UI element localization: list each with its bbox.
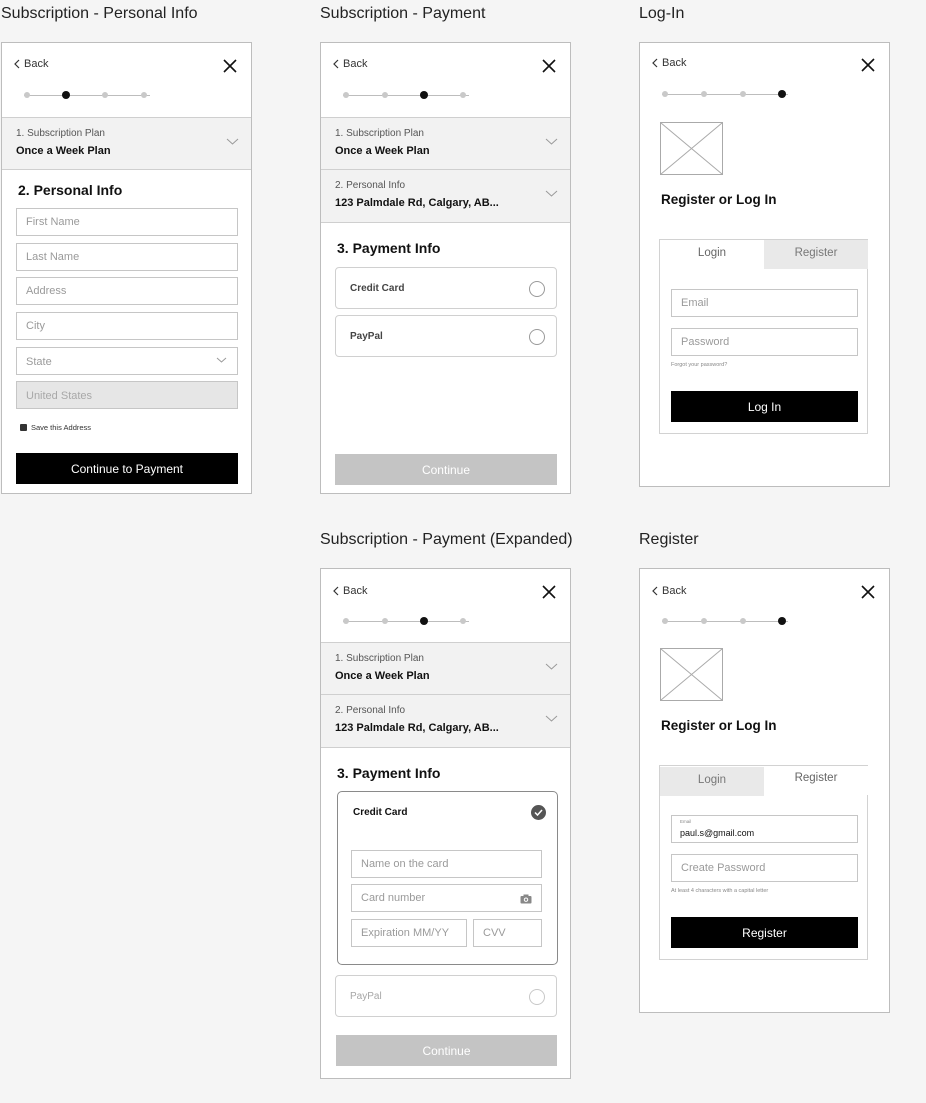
radio-icon bbox=[529, 329, 545, 345]
register-button[interactable]: Register bbox=[671, 917, 858, 948]
radio-icon bbox=[529, 989, 545, 1005]
progress-stepper bbox=[662, 617, 788, 625]
paypal-label: PayPal bbox=[350, 991, 382, 1002]
progress-stepper bbox=[24, 91, 150, 99]
password-field[interactable] bbox=[671, 328, 858, 356]
back-link[interactable] bbox=[652, 585, 686, 597]
auth-card bbox=[659, 239, 868, 434]
continue-button[interactable]: Continue bbox=[336, 1035, 557, 1066]
screen-title-register: Register bbox=[639, 531, 699, 548]
first-name-input[interactable] bbox=[17, 209, 237, 235]
chevron-down-icon bbox=[226, 138, 239, 145]
cvv-input[interactable] bbox=[474, 920, 541, 946]
radio-icon bbox=[529, 281, 545, 297]
email-field[interactable] bbox=[671, 289, 858, 317]
email-input[interactable] bbox=[672, 290, 857, 316]
last-name-field[interactable] bbox=[16, 243, 238, 271]
back-link[interactable] bbox=[333, 58, 367, 70]
accordion-label: 1. Subscription Plan bbox=[335, 128, 424, 139]
accordion-personal-info[interactable] bbox=[321, 695, 570, 748]
password-input[interactable] bbox=[672, 329, 857, 355]
accordion-label: 2. Personal Info bbox=[335, 180, 406, 191]
screen-register bbox=[639, 568, 890, 1013]
credit-card-label: Credit Card bbox=[350, 283, 405, 294]
accordion-label: 2. Personal Info bbox=[335, 705, 406, 716]
close-button[interactable] bbox=[540, 583, 558, 601]
chevron-left-icon bbox=[652, 586, 658, 596]
address-input[interactable] bbox=[17, 278, 237, 304]
credit-card-option-expanded[interactable] bbox=[337, 791, 558, 965]
email-field[interactable] bbox=[671, 815, 858, 843]
image-placeholder-icon bbox=[660, 122, 723, 175]
close-button[interactable] bbox=[859, 583, 877, 601]
screen-login bbox=[639, 42, 890, 487]
auth-card bbox=[659, 765, 868, 960]
camera-icon[interactable] bbox=[520, 894, 532, 904]
back-label: Back bbox=[343, 58, 368, 70]
paypal-label: PayPal bbox=[350, 331, 383, 342]
country-value: United States bbox=[26, 390, 93, 402]
progress-stepper bbox=[343, 91, 469, 99]
paypal-option[interactable] bbox=[335, 315, 557, 357]
close-icon bbox=[540, 583, 558, 601]
login-button[interactable]: Log In bbox=[671, 391, 858, 422]
check-circle-icon bbox=[531, 805, 546, 820]
name-on-card-input[interactable] bbox=[352, 851, 541, 877]
page-heading: Register or Log In bbox=[661, 192, 777, 207]
card-number-field[interactable] bbox=[351, 884, 542, 912]
tab-login[interactable]: Login bbox=[660, 767, 764, 796]
first-name-field[interactable] bbox=[16, 208, 238, 236]
accordion-value: Once a Week Plan bbox=[335, 145, 430, 157]
chevron-left-icon bbox=[333, 59, 339, 69]
chevron-down-icon bbox=[545, 138, 558, 145]
accordion-subscription-plan[interactable] bbox=[321, 117, 570, 170]
tab-register[interactable]: Register bbox=[764, 240, 868, 269]
credit-card-label: Credit Card bbox=[353, 807, 408, 818]
password-field[interactable] bbox=[671, 854, 858, 882]
forgot-password-link[interactable]: Forgot your password? bbox=[671, 362, 728, 368]
state-placeholder: State bbox=[26, 356, 52, 368]
card-number-input[interactable] bbox=[352, 885, 541, 911]
password-hint: At least 4 characters with a capital letter bbox=[671, 888, 769, 894]
chevron-left-icon bbox=[333, 586, 339, 596]
tab-register[interactable]: Register bbox=[764, 766, 868, 795]
continue-to-payment-button[interactable]: Continue to Payment bbox=[16, 453, 238, 484]
accordion-subscription-plan[interactable] bbox=[321, 642, 570, 695]
chevron-down-icon bbox=[216, 357, 227, 363]
expiration-field[interactable] bbox=[351, 919, 467, 947]
back-link[interactable] bbox=[652, 57, 686, 69]
screen-personal-info bbox=[1, 42, 252, 494]
section-heading: 3. Payment Info bbox=[337, 240, 441, 256]
screen-title-payment: Subscription - Payment bbox=[320, 5, 486, 22]
screen-title-personal: Subscription - Personal Info bbox=[1, 5, 198, 22]
accordion-value: 123 Palmdale Rd, Calgary, AB... bbox=[335, 722, 499, 734]
credit-card-option[interactable] bbox=[335, 267, 557, 309]
accordion-value: Once a Week Plan bbox=[335, 670, 430, 682]
back-label: Back bbox=[662, 585, 687, 597]
accordion-label: 1. Subscription Plan bbox=[16, 128, 105, 139]
back-label: Back bbox=[662, 57, 687, 69]
last-name-input[interactable] bbox=[17, 244, 237, 270]
chevron-down-icon bbox=[545, 190, 558, 197]
close-icon bbox=[540, 57, 558, 75]
chevron-down-icon bbox=[545, 715, 558, 722]
progress-stepper bbox=[343, 617, 469, 625]
page-heading: Register or Log In bbox=[661, 718, 777, 733]
screen-title-login: Log-In bbox=[639, 5, 685, 22]
back-link[interactable] bbox=[333, 585, 367, 597]
city-input[interactable] bbox=[17, 313, 237, 339]
chevron-down-icon bbox=[545, 663, 558, 670]
accordion-value: Once a Week Plan bbox=[16, 145, 111, 157]
expiration-input[interactable] bbox=[352, 920, 466, 946]
chevron-left-icon bbox=[652, 58, 658, 68]
accordion-value: 123 Palmdale Rd, Calgary, AB... bbox=[335, 197, 499, 209]
close-button[interactable] bbox=[540, 57, 558, 75]
section-heading: 2. Personal Info bbox=[18, 182, 123, 198]
save-address-label: Save this Address bbox=[31, 423, 92, 432]
country-field bbox=[16, 381, 238, 409]
continue-button[interactable]: Continue bbox=[335, 454, 557, 485]
section-heading: 3. Payment Info bbox=[337, 765, 441, 781]
accordion-label: 1. Subscription Plan bbox=[335, 653, 424, 664]
back-label: Back bbox=[24, 58, 49, 70]
close-icon bbox=[859, 583, 877, 601]
image-placeholder-icon bbox=[660, 648, 723, 701]
email-value: paul.s@gmail.com bbox=[680, 828, 755, 838]
save-address-checkbox[interactable] bbox=[20, 423, 91, 432]
close-button[interactable] bbox=[859, 56, 877, 74]
close-icon bbox=[859, 56, 877, 74]
checkbox-checked-icon bbox=[20, 424, 27, 431]
accordion-personal-info[interactable] bbox=[321, 170, 570, 223]
name-on-card-field[interactable] bbox=[351, 850, 542, 878]
back-label: Back bbox=[343, 585, 368, 597]
close-button[interactable] bbox=[221, 57, 239, 75]
progress-stepper bbox=[662, 90, 788, 98]
email-label: Email bbox=[680, 819, 692, 824]
city-field[interactable] bbox=[16, 312, 238, 340]
back-link[interactable] bbox=[14, 58, 48, 70]
cvv-field[interactable] bbox=[473, 919, 542, 947]
address-field[interactable] bbox=[16, 277, 238, 305]
screen-title-payment-expanded: Subscription - Payment (Expanded) bbox=[320, 531, 573, 548]
tab-login[interactable]: Login bbox=[660, 240, 764, 269]
screen-payment bbox=[320, 42, 571, 494]
paypal-option[interactable] bbox=[335, 975, 557, 1017]
close-icon bbox=[221, 57, 239, 75]
chevron-left-icon bbox=[14, 59, 20, 69]
screen-payment-expanded bbox=[320, 568, 571, 1079]
create-password-input[interactable] bbox=[672, 855, 857, 881]
state-select[interactable] bbox=[16, 347, 238, 375]
accordion-subscription-plan[interactable] bbox=[2, 117, 251, 170]
